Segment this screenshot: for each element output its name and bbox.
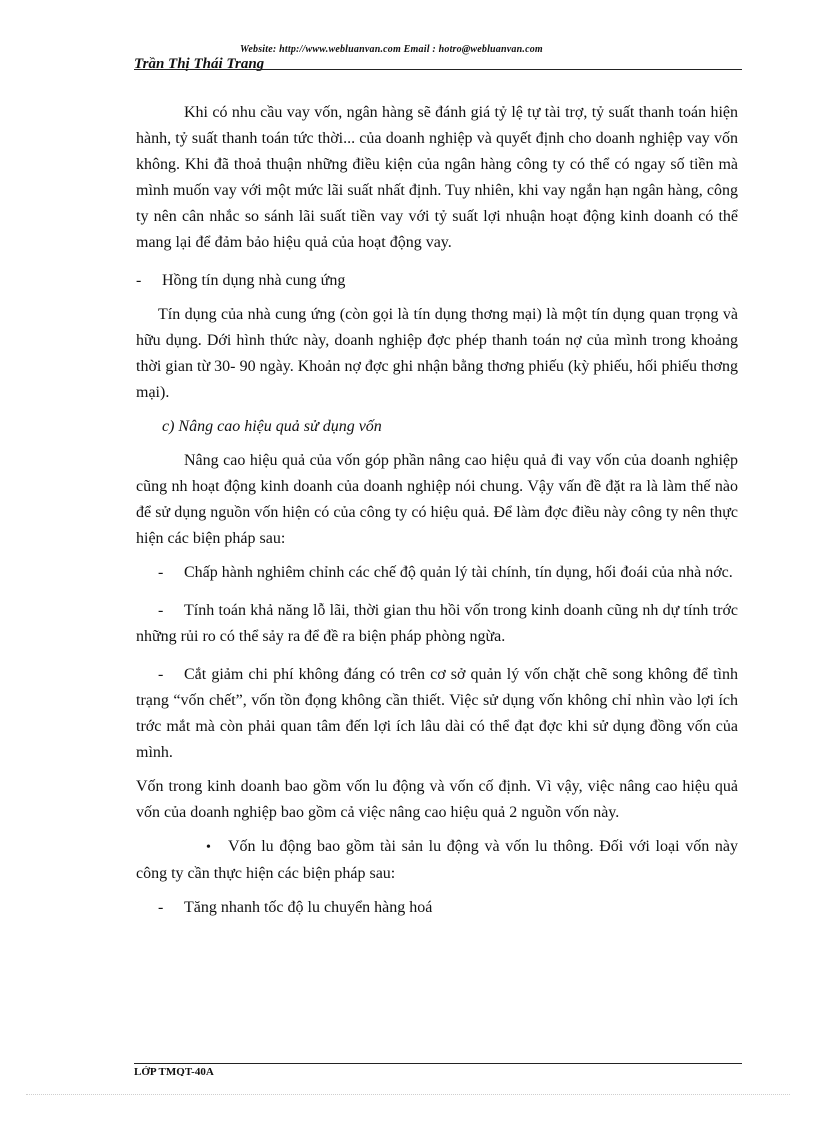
- dash-marker: -: [158, 564, 164, 581]
- list-item-text: Hồng tín dụng nhà cung ứng: [162, 272, 346, 289]
- dash-marker: -: [158, 602, 164, 619]
- list-item-text: Cắt giảm chi phí không đáng có trên cơ sở quản lý vốn chặt chẽ song không để tình trạng “vốn chết”, vốn tồn đọng không cần thiết. Việc sử dụng vốn không chỉ nhìn vào lợi ích trớc mắt mà còn phải quan tâm đến lợi ích lâu dài có thể đạt đợc khi sử dụng đồng vốn của mình.: [136, 666, 738, 761]
- list-item-supplier-credit: [136, 268, 738, 294]
- list-item-text: Tăng nhanh tốc độ lu chuyển hàng hoá: [184, 899, 433, 916]
- footer-divider: [134, 1063, 742, 1064]
- dash-marker: -: [136, 272, 142, 289]
- header-author-name: Trần Thị Thái Trang: [134, 56, 265, 72]
- header-website-email: Website: http://www.webluanvan.com Email : hotro@webluanvan.com: [240, 44, 543, 55]
- paragraph-capital-types: Vốn trong kinh doanh bao gồm vốn lu động và vốn cố định. Vì vậy, việc nâng cao hiệu quả vốn của doanh nghiệp bao gồm cả việc nâng cao hiệu quả 2 nguồn vốn này.: [136, 778, 738, 821]
- document-body: [136, 100, 738, 921]
- paragraph-bank-loan: Khi có nhu cầu vay vốn, ngân hàng sẽ đánh giá tỷ lệ tự tài trợ, tỷ suất thanh toán hiện hành, tỷ suất thanh toán tức thời... của doanh nghiệp và quyết định cho doanh nghiệp vay vốn không. Khi đã thoả thuận những điều kiện của ngân hàng công ty có thể có ngay số tiền mà mình muốn vay với một mức lãi suất nhất định. Tuy nhiên, khi vay ngắn hạn ngân hàng, công ty nên cân nhắc so sánh lãi suất tiền vay với tỷ suất lợi nhuận hoạt động kinh doanh có thể mang lại để đảm bảo hiệu quả của hoạt động vay.: [136, 104, 738, 251]
- list-item-calculate: [136, 598, 738, 650]
- list-item-comply: [136, 560, 738, 586]
- paragraph-capital-efficiency: Nâng cao hiệu quả của vốn góp phần nâng cao hiệu quả đi vay vốn của doanh nghiệp cũng nh hoạt động kinh doanh của doanh nghiệp nói chung. Vậy vấn đề đặt ra là làm thế nào để sử dụng nguồn vốn hiện có của công ty có hiệu quả. Để làm đợc điều này công ty nên thực hiện các biện pháp sau:: [136, 452, 738, 547]
- list-item-text: Chấp hành nghiêm chỉnh các chế độ quản lý tài chính, tín dụng, hối đoái của nhà nớc.: [184, 564, 733, 581]
- page-bottom-dotted-line: [26, 1094, 790, 1095]
- list-item-cut-costs: [136, 662, 738, 766]
- section-heading-c: c) Nâng cao hiệu quả sử dụng vốn: [162, 418, 382, 435]
- list-item-speed-turnover: [136, 895, 738, 921]
- paragraph-supplier-credit: Tín dụng của nhà cung ứng (còn gọi là tín dụng thơng mại) là một tín dụng quan trọng và hữu dụng. Dới hình thức này, doanh nghiệp đợc phép thanh toán nợ của mình trong khoảng thời gian từ 30- 90 ngày. Khoản nợ đợc ghi nhận bằng thơng phiếu (kỳ phiếu, hối phiếu thơng mại).: [136, 306, 738, 401]
- footer-class-label: LỚP TMQT-40A: [134, 1066, 214, 1076]
- bullet-item-text: Vốn lu động bao gồm tài sản lu động và vốn lu thông. Đối với loại vốn này công ty cần thực hiện các biện pháp sau:: [136, 838, 739, 882]
- dash-marker: -: [158, 899, 164, 916]
- list-item-text: Tính toán khả năng lỗ lãi, thời gian thu hồi vốn trong kinh doanh cũng nh dự tính trớc những rủi ro có thể sảy ra để đề ra biện pháp phòng ngừa.: [136, 602, 738, 645]
- dash-marker: -: [158, 666, 164, 683]
- bullet-marker: •: [206, 840, 211, 855]
- header-divider: [134, 69, 742, 70]
- bullet-item-working-capital: [136, 834, 738, 887]
